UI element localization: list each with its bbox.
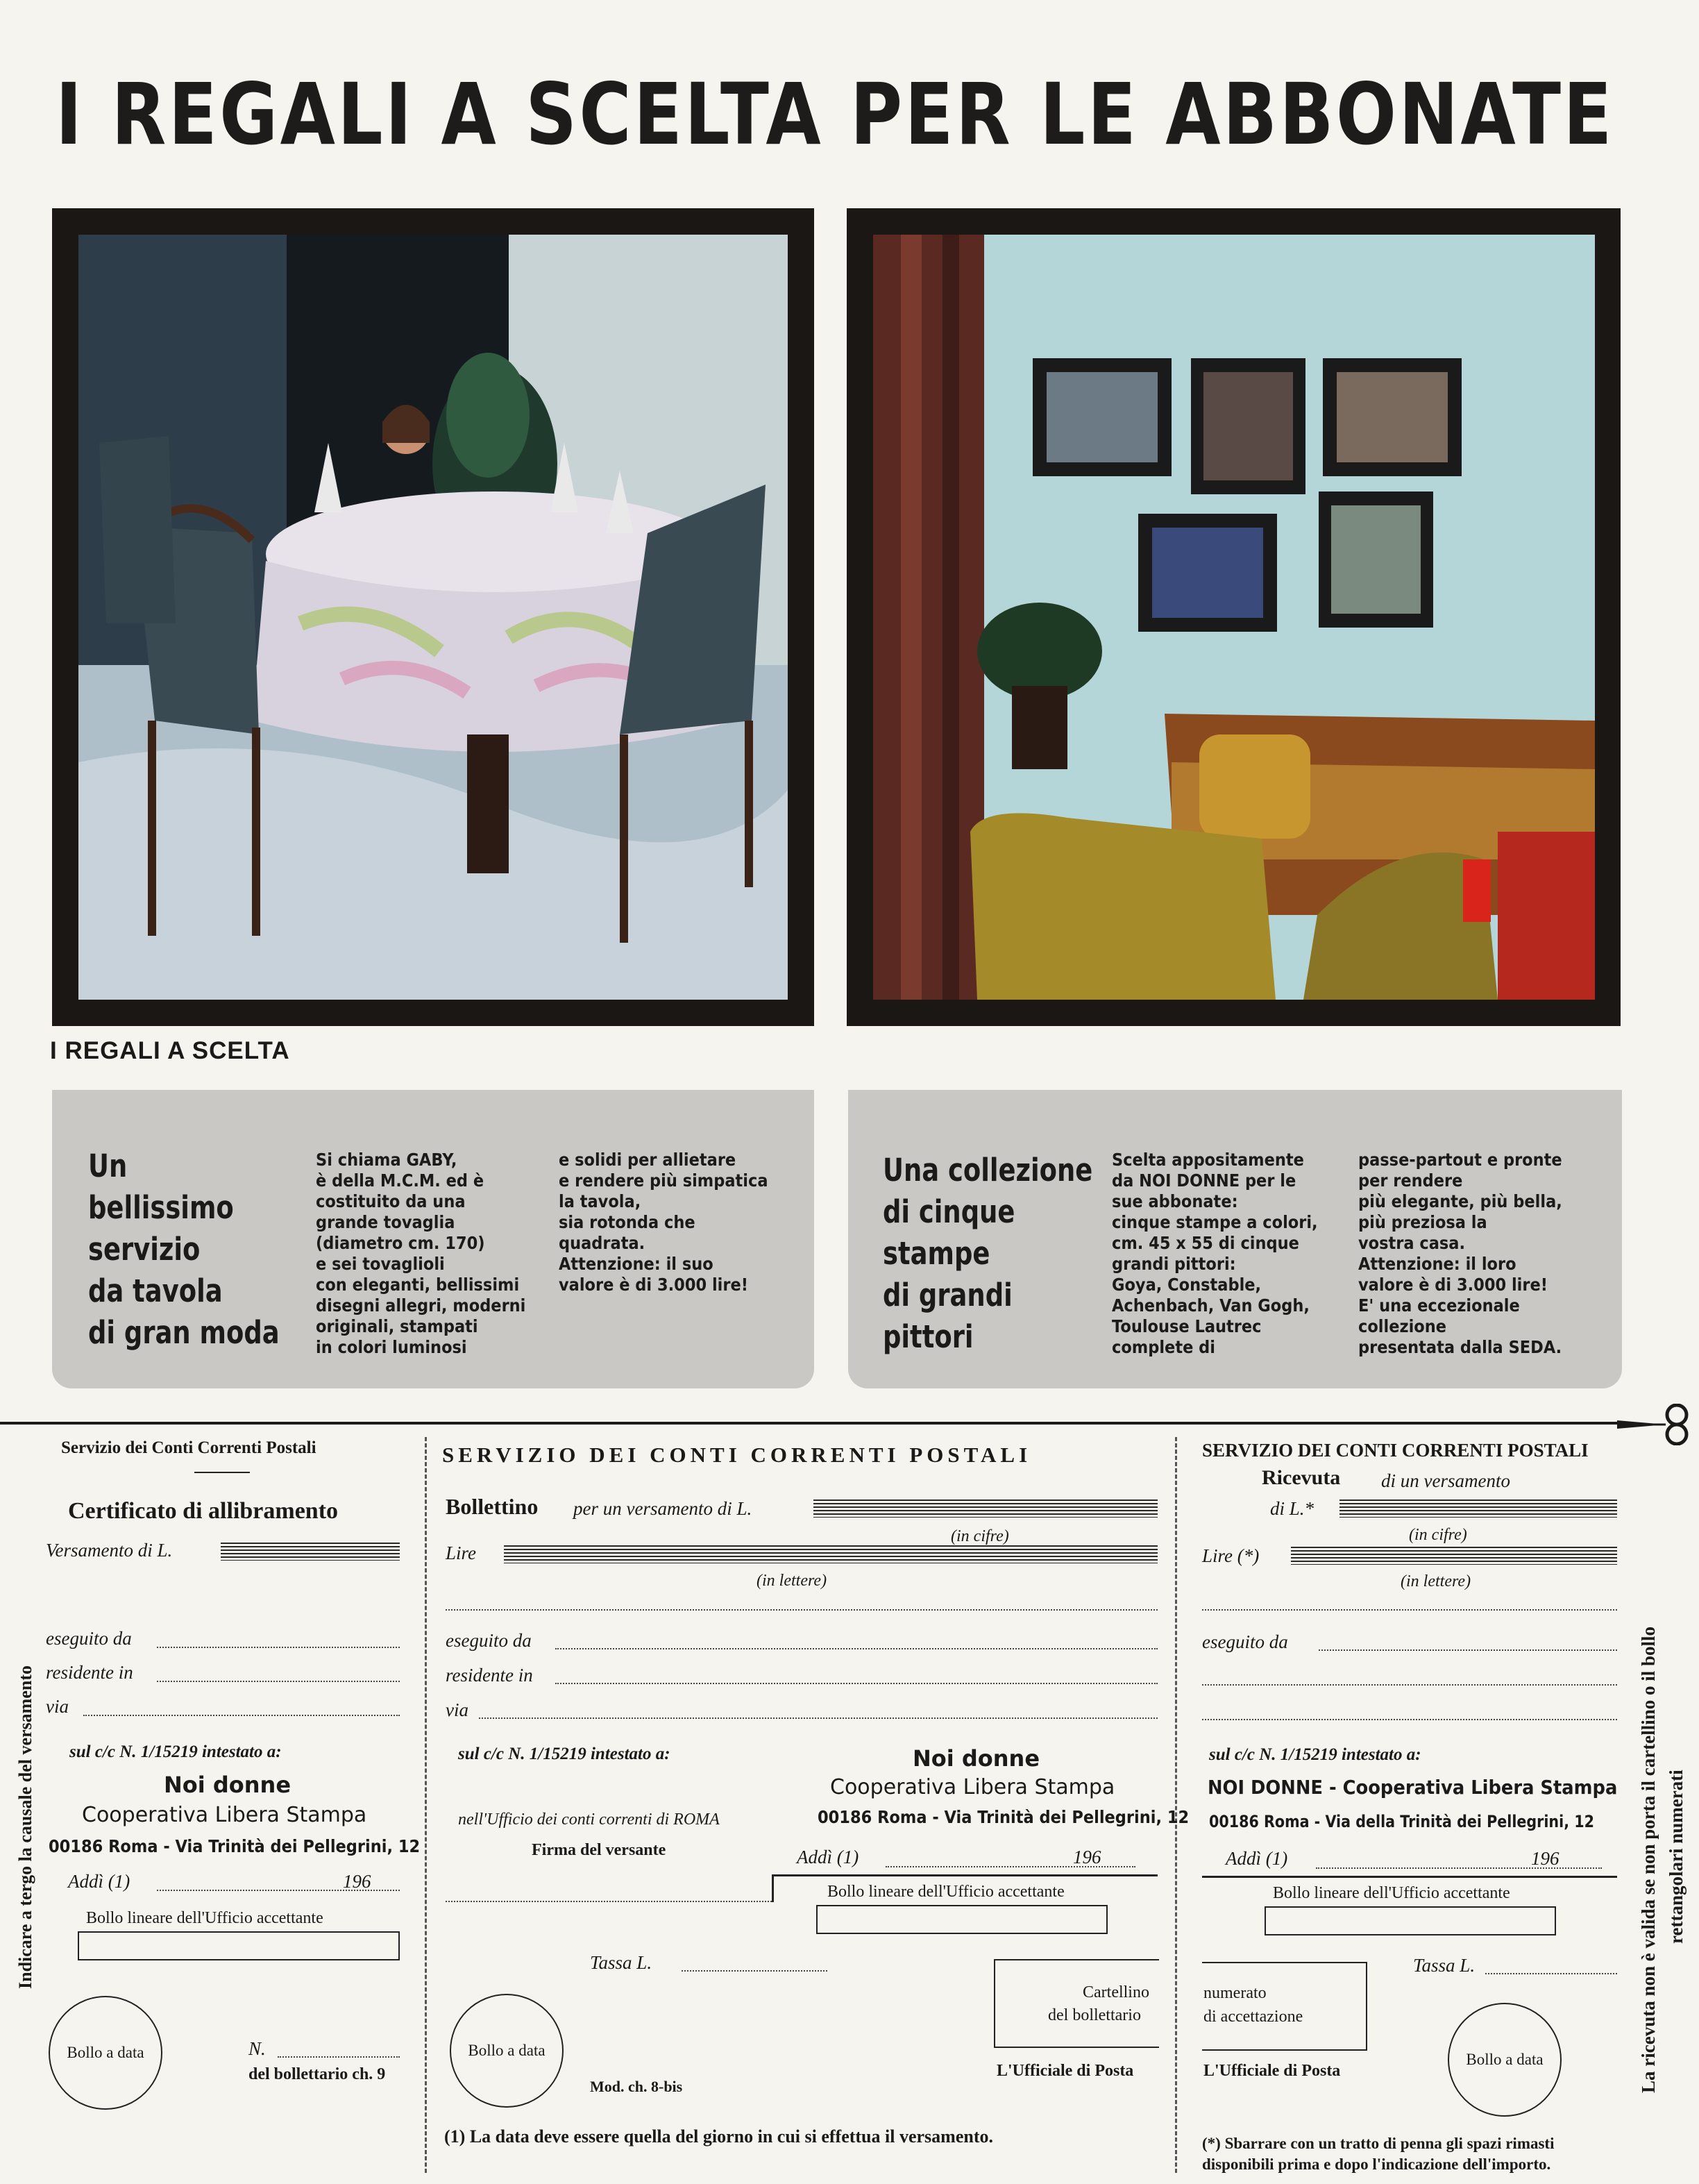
gifts-subheading: I REGALI A SCELTA (50, 1037, 290, 1064)
right-vertical-note-2: rettangolari numerati (1666, 1770, 1687, 1944)
middle-per-versamento-label: per un versamento di L. (573, 1498, 752, 1519)
middle-via-field[interactable] (479, 1717, 1158, 1719)
right-bollo-lineare-box[interactable] (1265, 1906, 1556, 1935)
right-ufficiale: L'Ufficiale di Posta (1203, 2062, 1341, 2080)
middle-eseguito-label: eseguito da (446, 1630, 532, 1651)
page-headline: I REGALI A SCELTA PER LE ABBONATE (56, 65, 1614, 164)
right-bollo-data[interactable]: Bollo a data (1448, 2003, 1562, 2117)
right-numerato-2: di accettazione (1203, 2008, 1303, 2026)
left-service-header: Servizio dei Conti Correnti Postali (61, 1438, 316, 1457)
middle-cartellino-box[interactable] (994, 1959, 1159, 2048)
right-footnote-1: (*) Sbarrare con un tratto di penna gli spazi rimasti (1202, 2135, 1555, 2152)
tablecloth-offer-text-1: Si chiama GABY, è della M.C.M. ed è costituito da una grande tovaglia (diametro cm. 170) e sei tovaglioli con eleganti, bellissimi disegni allegri, moderni originali, stampati in colori luminosi (316, 1150, 526, 1357)
cut-line (0, 1422, 1617, 1425)
middle-service-header: SERVIZIO DEI CONTI CORRENTI POSTALI (442, 1443, 1032, 1467)
middle-footnote: (1) La data deve essere quella del giorno in cui si effettua il versamento. (444, 2126, 993, 2147)
middle-cartellino-1: Cartellino (1083, 1983, 1149, 2001)
right-vertical-note-1: La ricevuta non è valida se non porta il cartellino o il bollo (1638, 1626, 1659, 2093)
middle-bollo-data[interactable]: Bollo a data (450, 1994, 564, 2108)
left-bollo-lineare: Bollo lineare dell'Ufficio accettante (86, 1909, 323, 1927)
certificato-title: Certificato di allibramento (68, 1498, 339, 1524)
tablecloth-offer-title: Un bellissimo servizio da tavola di gran moda (88, 1148, 280, 1351)
left-bollettario: del bollettario ch. 9 (248, 2065, 386, 2083)
middle-step-line (772, 1874, 1158, 1876)
right-org-address: 00186 Roma - Via della Trinità dei Pellegrini, 12 (1209, 1812, 1594, 1831)
right-via-field[interactable] (1202, 1719, 1617, 1720)
left-addi-label: Addì (1) (68, 1871, 130, 1892)
middle-via-label: via (446, 1699, 468, 1720)
middle-mod: Mod. ch. 8-bis (590, 2078, 683, 2095)
middle-in-cifre: (in cifre) (951, 1527, 1009, 1545)
middle-lire-field[interactable] (504, 1545, 1158, 1563)
right-residente-field[interactable] (1202, 1684, 1617, 1686)
right-eseguito-label: eseguito da (1202, 1631, 1288, 1652)
right-in-lettere: (in lettere) (1401, 1572, 1471, 1590)
middle-lire-label: Lire (446, 1543, 477, 1563)
left-year: 196 (343, 1871, 371, 1892)
middle-addi-label: Addì (1) (797, 1847, 859, 1867)
form-separator-left (425, 1437, 427, 2173)
middle-tassa-label: Tassa L. (590, 1952, 652, 1973)
middle-bollo-lineare-box[interactable] (816, 1905, 1108, 1934)
left-via-label: via (46, 1696, 69, 1717)
prints-photo (873, 235, 1595, 1000)
middle-org-address: 00186 Roma - Via Trinità dei Pellegrini, 12 (818, 1807, 1190, 1827)
right-cc-number: sul c/c N. 1/15219 intestato a: (1209, 1745, 1421, 1764)
middle-bollo-lineare: Bollo lineare dell'Ufficio accettante (827, 1883, 1065, 1901)
middle-firma-field[interactable] (446, 1901, 772, 1902)
right-di-versamento: di un versamento (1381, 1470, 1510, 1491)
middle-eseguito-field[interactable] (555, 1648, 1158, 1649)
left-amount-field[interactable] (221, 1543, 400, 1561)
right-lire-field[interactable] (1291, 1547, 1617, 1565)
right-eseguito-field[interactable] (1319, 1649, 1617, 1651)
bollettino-title: Bollettino (446, 1494, 539, 1519)
ricevuta-title: Ricevuta (1262, 1466, 1341, 1489)
tablecloth-offer-text-2: e solidi per allietare e rendere più simpatica la tavola, sia rotonda che quadrata. Attenzione: il suo valore è di 3.000 lire! (559, 1150, 768, 1295)
left-residente-field[interactable] (157, 1681, 400, 1682)
middle-in-lettere: (in lettere) (756, 1572, 827, 1590)
right-amount-field[interactable] (1339, 1500, 1617, 1518)
right-tassa-field[interactable] (1485, 1973, 1617, 1974)
right-in-cifre: (in cifre) (1409, 1526, 1467, 1544)
middle-step-riser (772, 1874, 774, 1902)
tablecloth-photo-frame (52, 208, 814, 1026)
right-org-name: NOI DONNE - Cooperativa Libera Stampa (1208, 1776, 1618, 1799)
right-year: 196 (1531, 1848, 1559, 1869)
scissors-icon[interactable] (1617, 1404, 1693, 1445)
left-residente-label: residente in (46, 1662, 133, 1683)
prints-offer-text-2: passe-partout e pronte per rendere più elegante, più bella, più preziosa la vostra casa. Attenzione: il loro valore è di 3.000 lire! E' una eccezionale collezione presentata dalla SEDA. (1358, 1150, 1562, 1357)
tablecloth-photo (78, 235, 788, 1000)
left-n-label: N. (248, 2038, 266, 2059)
form-separator-right (1175, 1437, 1177, 2173)
left-bollo-data[interactable]: Bollo a data (49, 1996, 162, 2110)
middle-ufficiale: L'Ufficiale di Posta (997, 2062, 1134, 2080)
prints-offer-panel (848, 1090, 1622, 1388)
right-extra-line[interactable] (1202, 1609, 1617, 1611)
left-eseguito-label: eseguito da (46, 1628, 132, 1649)
middle-cc-number: sul c/c N. 1/15219 intestato a: (458, 1745, 670, 1763)
middle-org-coop: Cooperativa Libera Stampa (830, 1775, 1115, 1799)
middle-residente-field[interactable] (555, 1683, 1158, 1684)
middle-org-name: Noi donne (913, 1745, 1040, 1772)
right-footnote-2: disponibili prima e dopo l'indicazione dell'importo. (1202, 2156, 1551, 2173)
left-vertical-note: Indicare a tergo la causale del versamento (15, 1665, 35, 1989)
right-lire-label: Lire (*) (1202, 1545, 1260, 1566)
right-tassa-label: Tassa L. (1413, 1955, 1476, 1976)
left-cc-number: sul c/c N. 1/15219 intestato a: (69, 1742, 282, 1761)
middle-firma: Firma del versante (532, 1841, 666, 1859)
left-org-address: 00186 Roma - Via Trinità dei Pellegrini, 12 (49, 1836, 421, 1856)
left-org-name: Noi donne (164, 1772, 291, 1798)
right-service-header: SERVIZIO DEI CONTI CORRENTI POSTALI (1202, 1440, 1589, 1461)
right-addi-label: Addì (1) (1226, 1848, 1288, 1869)
right-divider (1202, 1876, 1617, 1878)
right-numerato-box[interactable] (1202, 1962, 1367, 2051)
left-bollo-lineare-box[interactable] (78, 1931, 400, 1960)
prints-photo-frame (847, 208, 1621, 1026)
left-versamento-label: Versamento di L. (46, 1540, 173, 1561)
middle-ufficio: nell'Ufficio dei conti correnti di ROMA (458, 1811, 720, 1829)
middle-tassa-field[interactable] (682, 1970, 827, 1972)
left-n-field[interactable] (278, 2056, 400, 2058)
middle-residente-label: residente in (446, 1665, 533, 1686)
left-org-coop: Cooperativa Libera Stampa (82, 1803, 367, 1827)
right-bollo-lineare: Bollo lineare dell'Ufficio accettante (1273, 1884, 1510, 1902)
left-eseguito-field[interactable] (157, 1647, 400, 1648)
left-header-rule (194, 1472, 250, 1473)
prints-offer-text-1: Scelta appositamente da NOI DONNE per le sue abbonate: cinque stampe a colori, cm. 45 x 55 di cinque grandi pittori: Goya, Constable, Achenbach, Van Gogh, Toulouse Lautrec complete di (1112, 1150, 1318, 1357)
tablecloth-offer-panel (52, 1090, 814, 1388)
right-numerato-1: numerato (1203, 1984, 1267, 2002)
prints-offer-title: Una collezione di cinque stampe di grandi pittori (883, 1152, 1093, 1355)
middle-year: 196 (1073, 1847, 1101, 1867)
middle-cartellino-2: del bollettario (1048, 2006, 1141, 2024)
middle-amount-field[interactable] (813, 1500, 1158, 1518)
right-di-l-label: di L.* (1270, 1498, 1315, 1519)
middle-extra-line[interactable] (446, 1609, 1158, 1611)
left-via-field[interactable] (83, 1715, 400, 1716)
